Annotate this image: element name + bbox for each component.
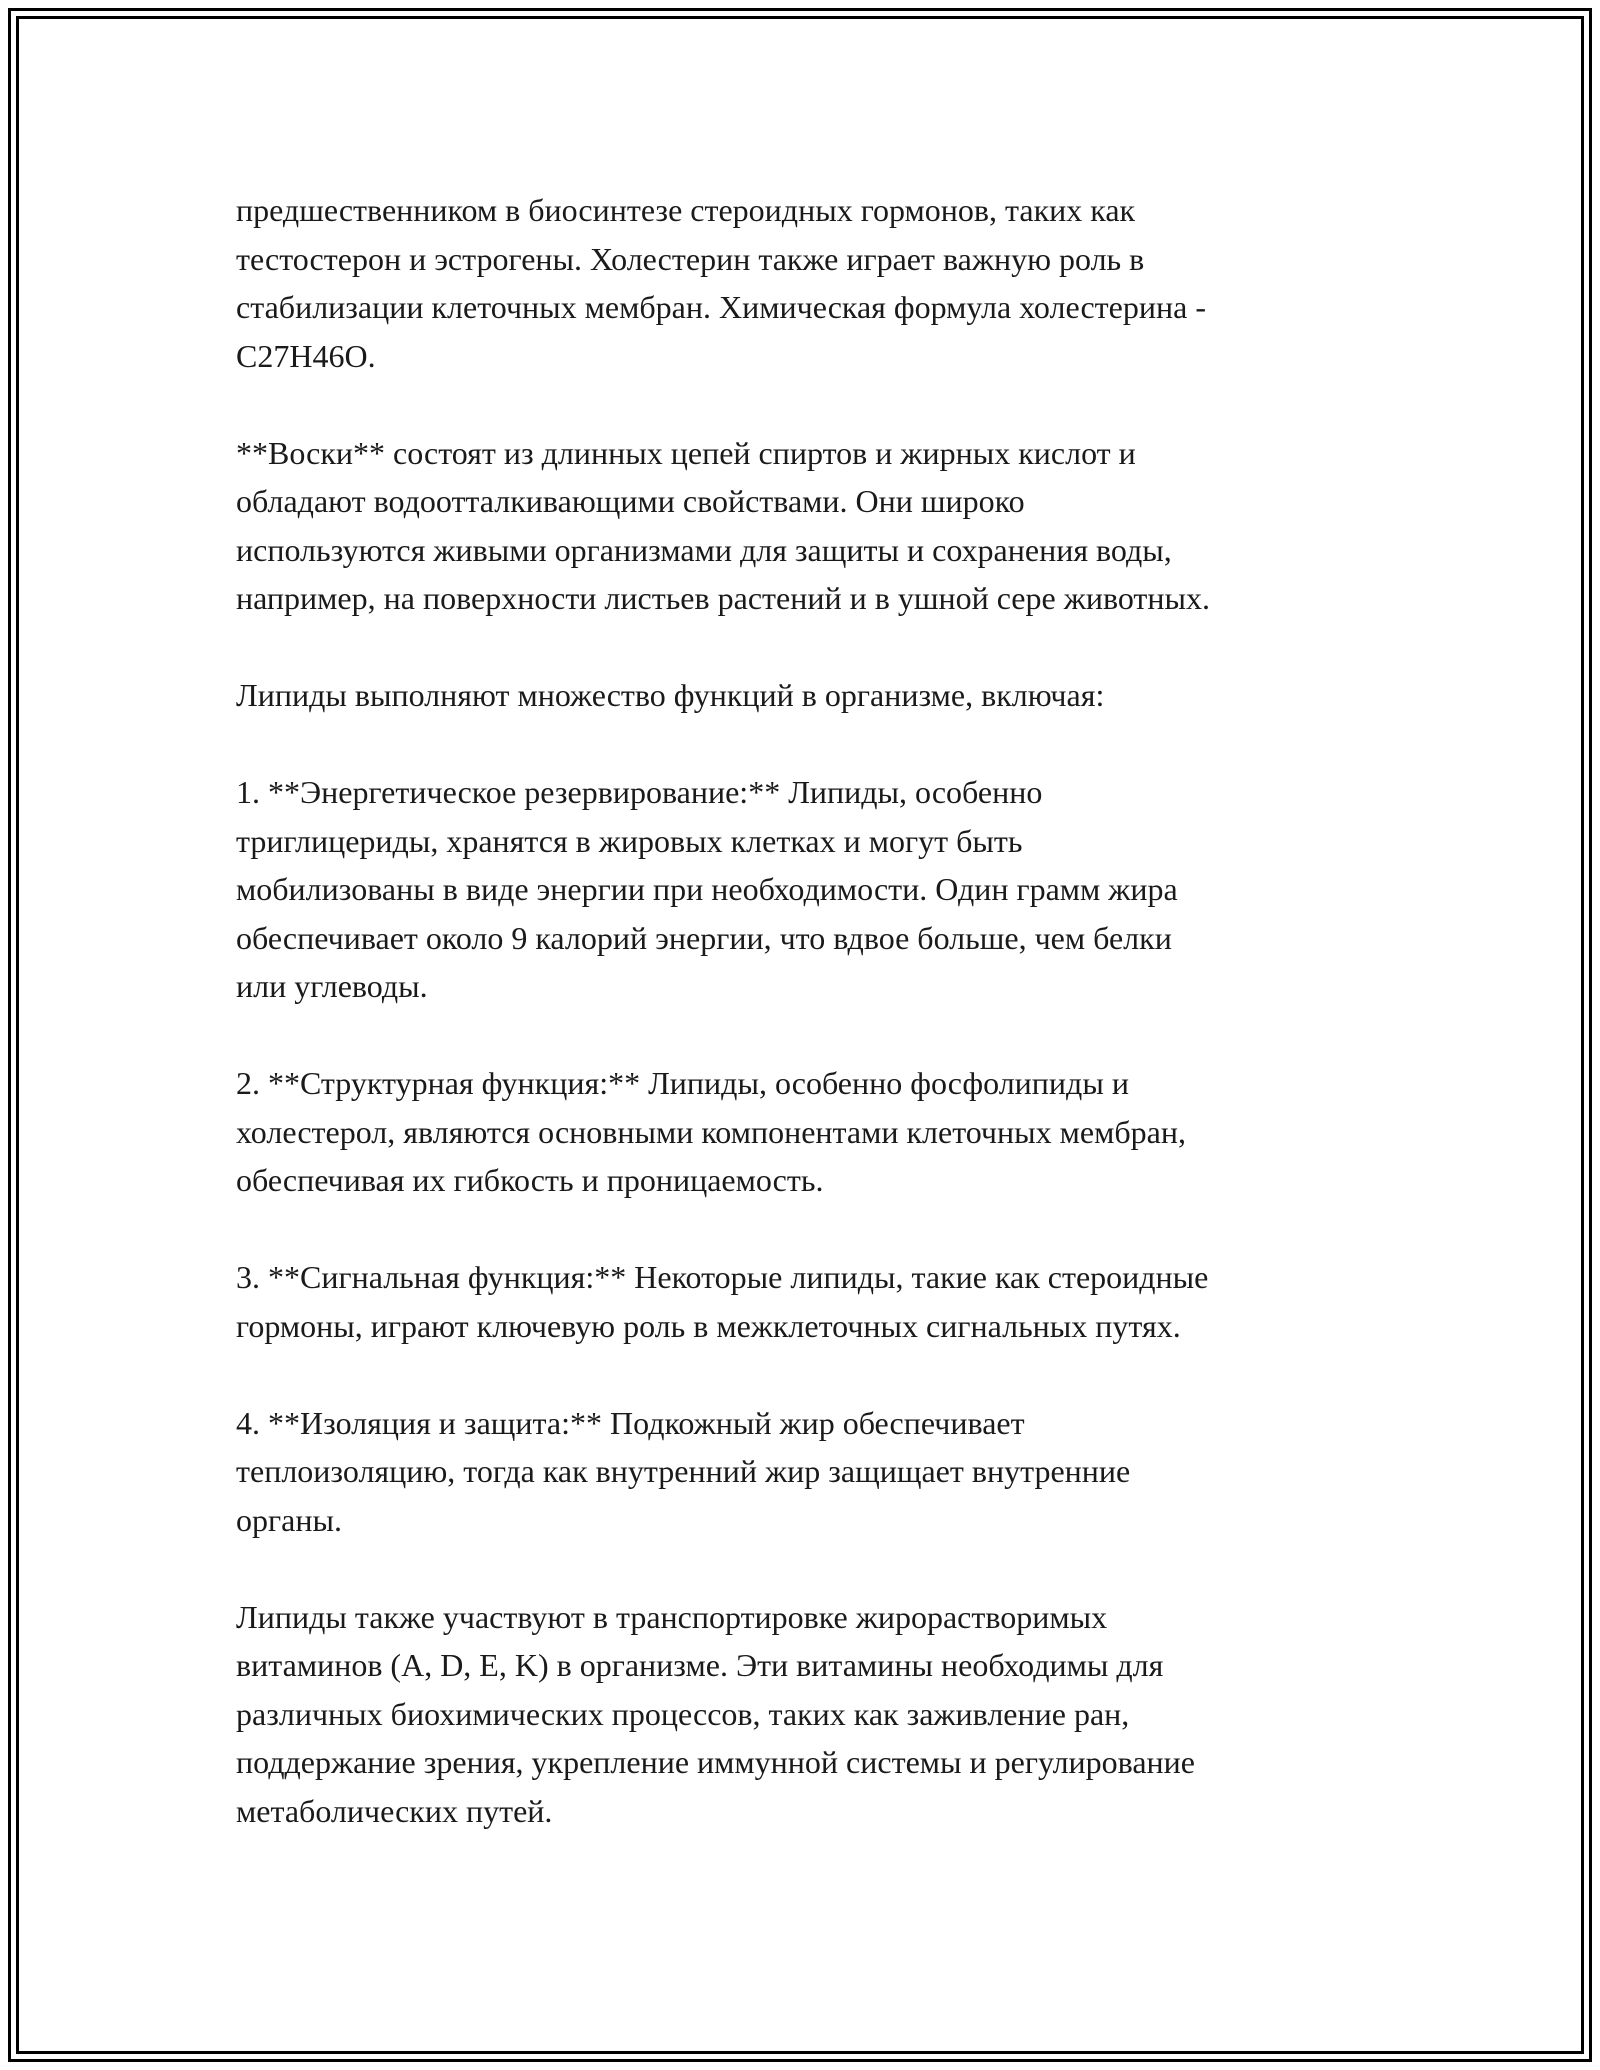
paragraph-spacer [236, 623, 1366, 672]
text-line: стабилизации клеточных мембран. Химическая формула холестерина - [236, 289, 1206, 325]
text-line: холестерол, являются основными компонентами клеточных мембран, [236, 1113, 1186, 1150]
text-line: обеспечивает около 9 калорий энергии, что вдвое больше, чем белки [236, 919, 1172, 956]
text-line: мобилизованы в виде энергии при необходимости. Один грамм жира [236, 871, 1178, 907]
paragraph-waxes [236, 429, 1366, 623]
text-line: теплоизоляцию, тогда как внутренний жир защищает внутренние [236, 1453, 1131, 1489]
text-line: обеспечивая их гибкость и проницаемость. [236, 1162, 824, 1198]
text-line: C27H46O. [236, 337, 376, 374]
text-line: 2. **Структурная функция:** Липиды, особенно фосфолипиды и [236, 1065, 1129, 1101]
text-line: гормоны, играют ключевую роль в межклеточных сигнальных путях. [236, 1307, 1181, 1344]
paragraph-cholesterol [236, 186, 1366, 380]
text-line: обладают водоотталкивающими свойствами. Они широко [236, 483, 1025, 519]
document-body [236, 186, 1366, 1835]
paragraph-spacer [236, 1205, 1366, 1254]
text-line: 3. **Сигнальная функция:** Некоторые липиды, такие как стероидные [236, 1259, 1209, 1295]
list-item-structural-function [236, 1059, 1366, 1205]
paragraph-vitamins [236, 1593, 1366, 1836]
list-item-insulation-protection [236, 1399, 1366, 1545]
paragraph-spacer [236, 720, 1366, 769]
paragraph-spacer [236, 1544, 1366, 1593]
text-line: предшественником в биосинтезе стероидных гормонов, таких как [236, 192, 1136, 228]
list-item-signal-function [236, 1253, 1366, 1350]
paragraph-spacer [236, 380, 1366, 429]
text-line: или углеводы. [236, 968, 428, 1004]
text-line: 1. **Энергетическое резервирование:** Липиды, особенно [236, 774, 1043, 810]
text-line: витаминов (A, D, E, K) в организме. Эти витамины необходимы для [236, 1647, 1164, 1683]
text-line: используются живыми организмами для защиты и сохранения воды, [236, 531, 1172, 568]
text-line: органы. [236, 1501, 342, 1538]
paragraph-functions-intro [236, 671, 1366, 720]
text-line: Липиды также участвуют в транспортировке жирорастворимых [236, 1598, 1108, 1635]
text-line: различных биохимических процессов, таких как заживление ран, [236, 1695, 1130, 1732]
text-line: тестостерон и эстрогены. Холестерин также играет важную роль в [236, 240, 1145, 277]
text-line: поддержание зрения, укрепление иммунной системы и регулирование [236, 1744, 1195, 1780]
text-line: например, на поверхности листьев растений и в ушной сере животных. [236, 580, 1211, 616]
text-line: 4. **Изоляция и защита:** Подкожный жир обеспечивает [236, 1404, 1025, 1441]
paragraph-spacer [236, 1350, 1366, 1399]
text-line: метаболических путей. [236, 1792, 553, 1829]
text-line: **Воски** состоят из длинных цепей спиртов и жирных кислот и [236, 434, 1136, 471]
text-line: Липиды выполняют множество функций в организме, включая: [236, 677, 1105, 713]
list-item-energy-reserve [236, 768, 1366, 1011]
paragraph-spacer [236, 1011, 1366, 1060]
text-line: триглицериды, хранятся в жировых клетках и могут быть [236, 822, 1023, 859]
